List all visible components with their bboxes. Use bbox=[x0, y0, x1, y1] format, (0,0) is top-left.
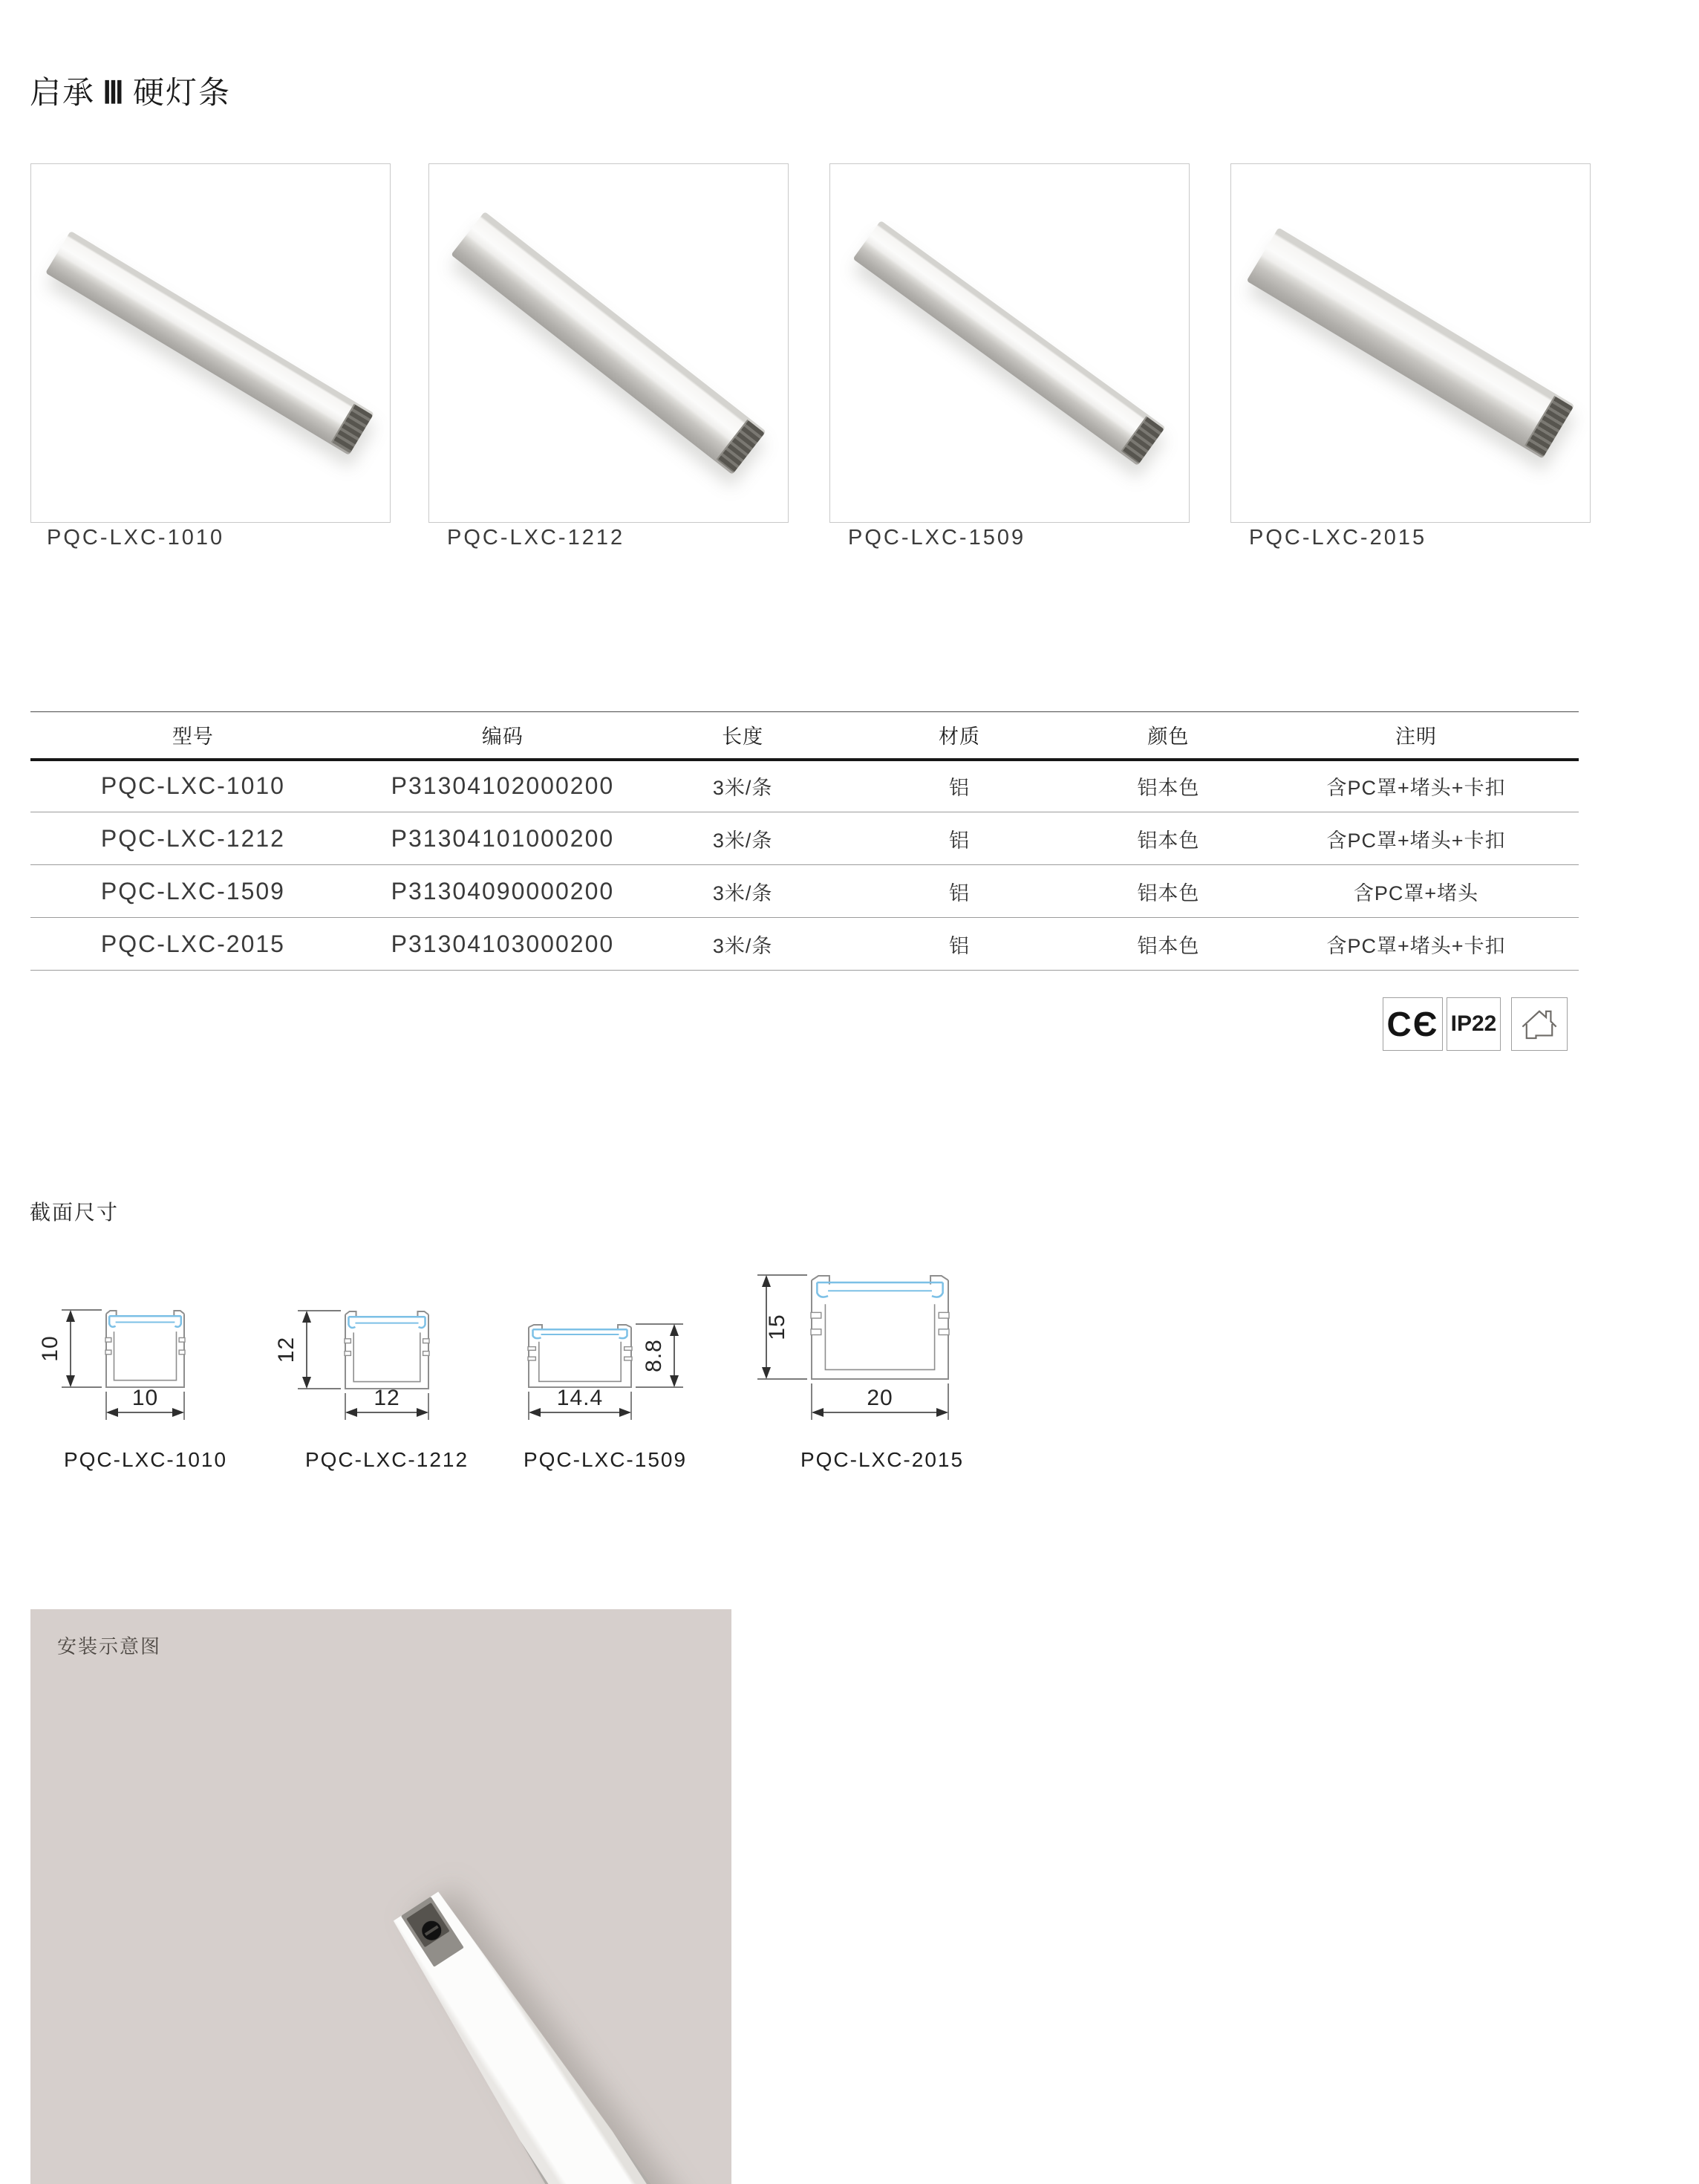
cell-note: 含PC罩+堵头+卡扣 bbox=[1326, 777, 1506, 800]
svg-text:20: 20 bbox=[867, 1386, 893, 1410]
svg-text:15: 15 bbox=[765, 1314, 789, 1340]
cross-section-PQC-LXC-1010 bbox=[38, 1310, 185, 1420]
cell-material: 铝 bbox=[948, 881, 970, 904]
cross-section-label: PQC-LXC-1010 bbox=[63, 1448, 228, 1471]
cell-color: 铝本色 bbox=[1137, 829, 1200, 852]
cell-length: 3米/条 bbox=[712, 881, 773, 904]
product-model-label: PQC-LXC-2015 bbox=[1249, 526, 1427, 550]
aluminum-profile-image bbox=[852, 221, 1165, 466]
col-header-model: 型号 bbox=[172, 726, 214, 749]
product-model-label: PQC-LXC-1509 bbox=[848, 526, 1026, 550]
aluminum-profile-image bbox=[1247, 227, 1575, 458]
cell-color: 铝本色 bbox=[1137, 777, 1200, 800]
table-row bbox=[30, 918, 1579, 971]
ip-rating-label: IP22 bbox=[1450, 1011, 1497, 1036]
table-row bbox=[30, 760, 1579, 812]
profile-end-cap bbox=[331, 403, 374, 453]
cross-section-PQC-LXC-1212 bbox=[274, 1311, 429, 1420]
installation-title: 安装示意图 bbox=[57, 1635, 162, 1657]
title-part1: 启承 bbox=[30, 75, 96, 110]
table-row bbox=[30, 812, 1579, 865]
aluminum-profile-image bbox=[45, 231, 374, 455]
title-numeral: Ⅲ bbox=[102, 75, 125, 110]
svg-text:14.4: 14.4 bbox=[556, 1386, 604, 1410]
spec-table-header-row bbox=[30, 712, 1579, 760]
col-header-length: 长度 bbox=[722, 726, 764, 749]
cell-material: 铝 bbox=[948, 829, 970, 852]
spec-table bbox=[30, 711, 1579, 971]
product-model-label: PQC-LXC-1212 bbox=[447, 526, 625, 550]
svg-text:12: 12 bbox=[274, 1336, 299, 1363]
cell-length: 3米/条 bbox=[712, 934, 773, 957]
cross-section-diagrams bbox=[30, 1255, 995, 1433]
product-photo-1212 bbox=[428, 163, 789, 523]
cell-material: 铝 bbox=[948, 777, 970, 800]
cell-code: P31304101000200 bbox=[391, 824, 615, 852]
mounted-profile-image bbox=[369, 1876, 731, 2184]
cell-model: PQC-LXC-1212 bbox=[100, 824, 285, 852]
cell-color: 铝本色 bbox=[1137, 934, 1200, 957]
installation-photo bbox=[30, 1609, 731, 2184]
cross-section-label: PQC-LXC-2015 bbox=[800, 1448, 965, 1471]
product-photo-1509 bbox=[829, 163, 1190, 523]
col-header-material: 材质 bbox=[938, 726, 980, 749]
cell-length: 3米/条 bbox=[712, 777, 773, 800]
page-title bbox=[30, 68, 231, 113]
cell-code: P31304090000200 bbox=[391, 877, 615, 904]
svg-text:12: 12 bbox=[374, 1386, 400, 1410]
cell-code: P31304103000200 bbox=[391, 930, 615, 957]
cross-section-PQC-LXC-1509 bbox=[528, 1324, 683, 1420]
col-header-code: 编码 bbox=[481, 726, 524, 749]
ce-mark-badge bbox=[1383, 997, 1443, 1051]
title-part2: 硬灯条 bbox=[132, 75, 231, 110]
cell-length: 3米/条 bbox=[712, 829, 773, 852]
cell-note: 含PC罩+堵头 bbox=[1353, 881, 1479, 904]
product-photo-1010 bbox=[30, 163, 391, 523]
cell-code: P31304102000200 bbox=[391, 772, 615, 800]
ce-mark-icon: CЄ bbox=[1386, 1005, 1439, 1043]
table-row bbox=[30, 865, 1579, 918]
product-model-label: PQC-LXC-1010 bbox=[47, 526, 225, 550]
svg-text:8.8: 8.8 bbox=[642, 1339, 666, 1372]
cell-material: 铝 bbox=[948, 934, 970, 957]
aluminum-profile-image bbox=[451, 212, 766, 475]
cell-note: 含PC罩+堵头+卡扣 bbox=[1326, 934, 1506, 957]
svg-text:10: 10 bbox=[38, 1335, 62, 1362]
cell-note: 含PC罩+堵头+卡扣 bbox=[1326, 829, 1506, 852]
cell-model: PQC-LXC-1509 bbox=[100, 877, 285, 904]
cell-model: PQC-LXC-2015 bbox=[100, 930, 285, 957]
house-icon bbox=[1518, 1003, 1561, 1046]
col-header-color: 颜色 bbox=[1147, 726, 1190, 749]
svg-text:10: 10 bbox=[131, 1386, 159, 1410]
ip-rating-badge bbox=[1447, 997, 1501, 1051]
col-header-note: 注明 bbox=[1395, 726, 1438, 749]
indoor-use-badge bbox=[1511, 997, 1568, 1051]
profile-end-cap bbox=[1524, 396, 1574, 457]
cell-color: 铝本色 bbox=[1137, 881, 1200, 904]
cross-section-label: PQC-LXC-1509 bbox=[523, 1448, 688, 1471]
cross-section-label: PQC-LXC-1212 bbox=[304, 1448, 469, 1471]
cross-section-PQC-LXC-2015 bbox=[757, 1275, 949, 1420]
product-photo-2015 bbox=[1230, 163, 1591, 523]
profile-end-cap bbox=[716, 420, 765, 473]
profile-end-cap bbox=[1121, 416, 1164, 464]
cell-model: PQC-LXC-1010 bbox=[100, 772, 285, 800]
cross-section-title: 截面尺寸 bbox=[30, 1201, 120, 1224]
